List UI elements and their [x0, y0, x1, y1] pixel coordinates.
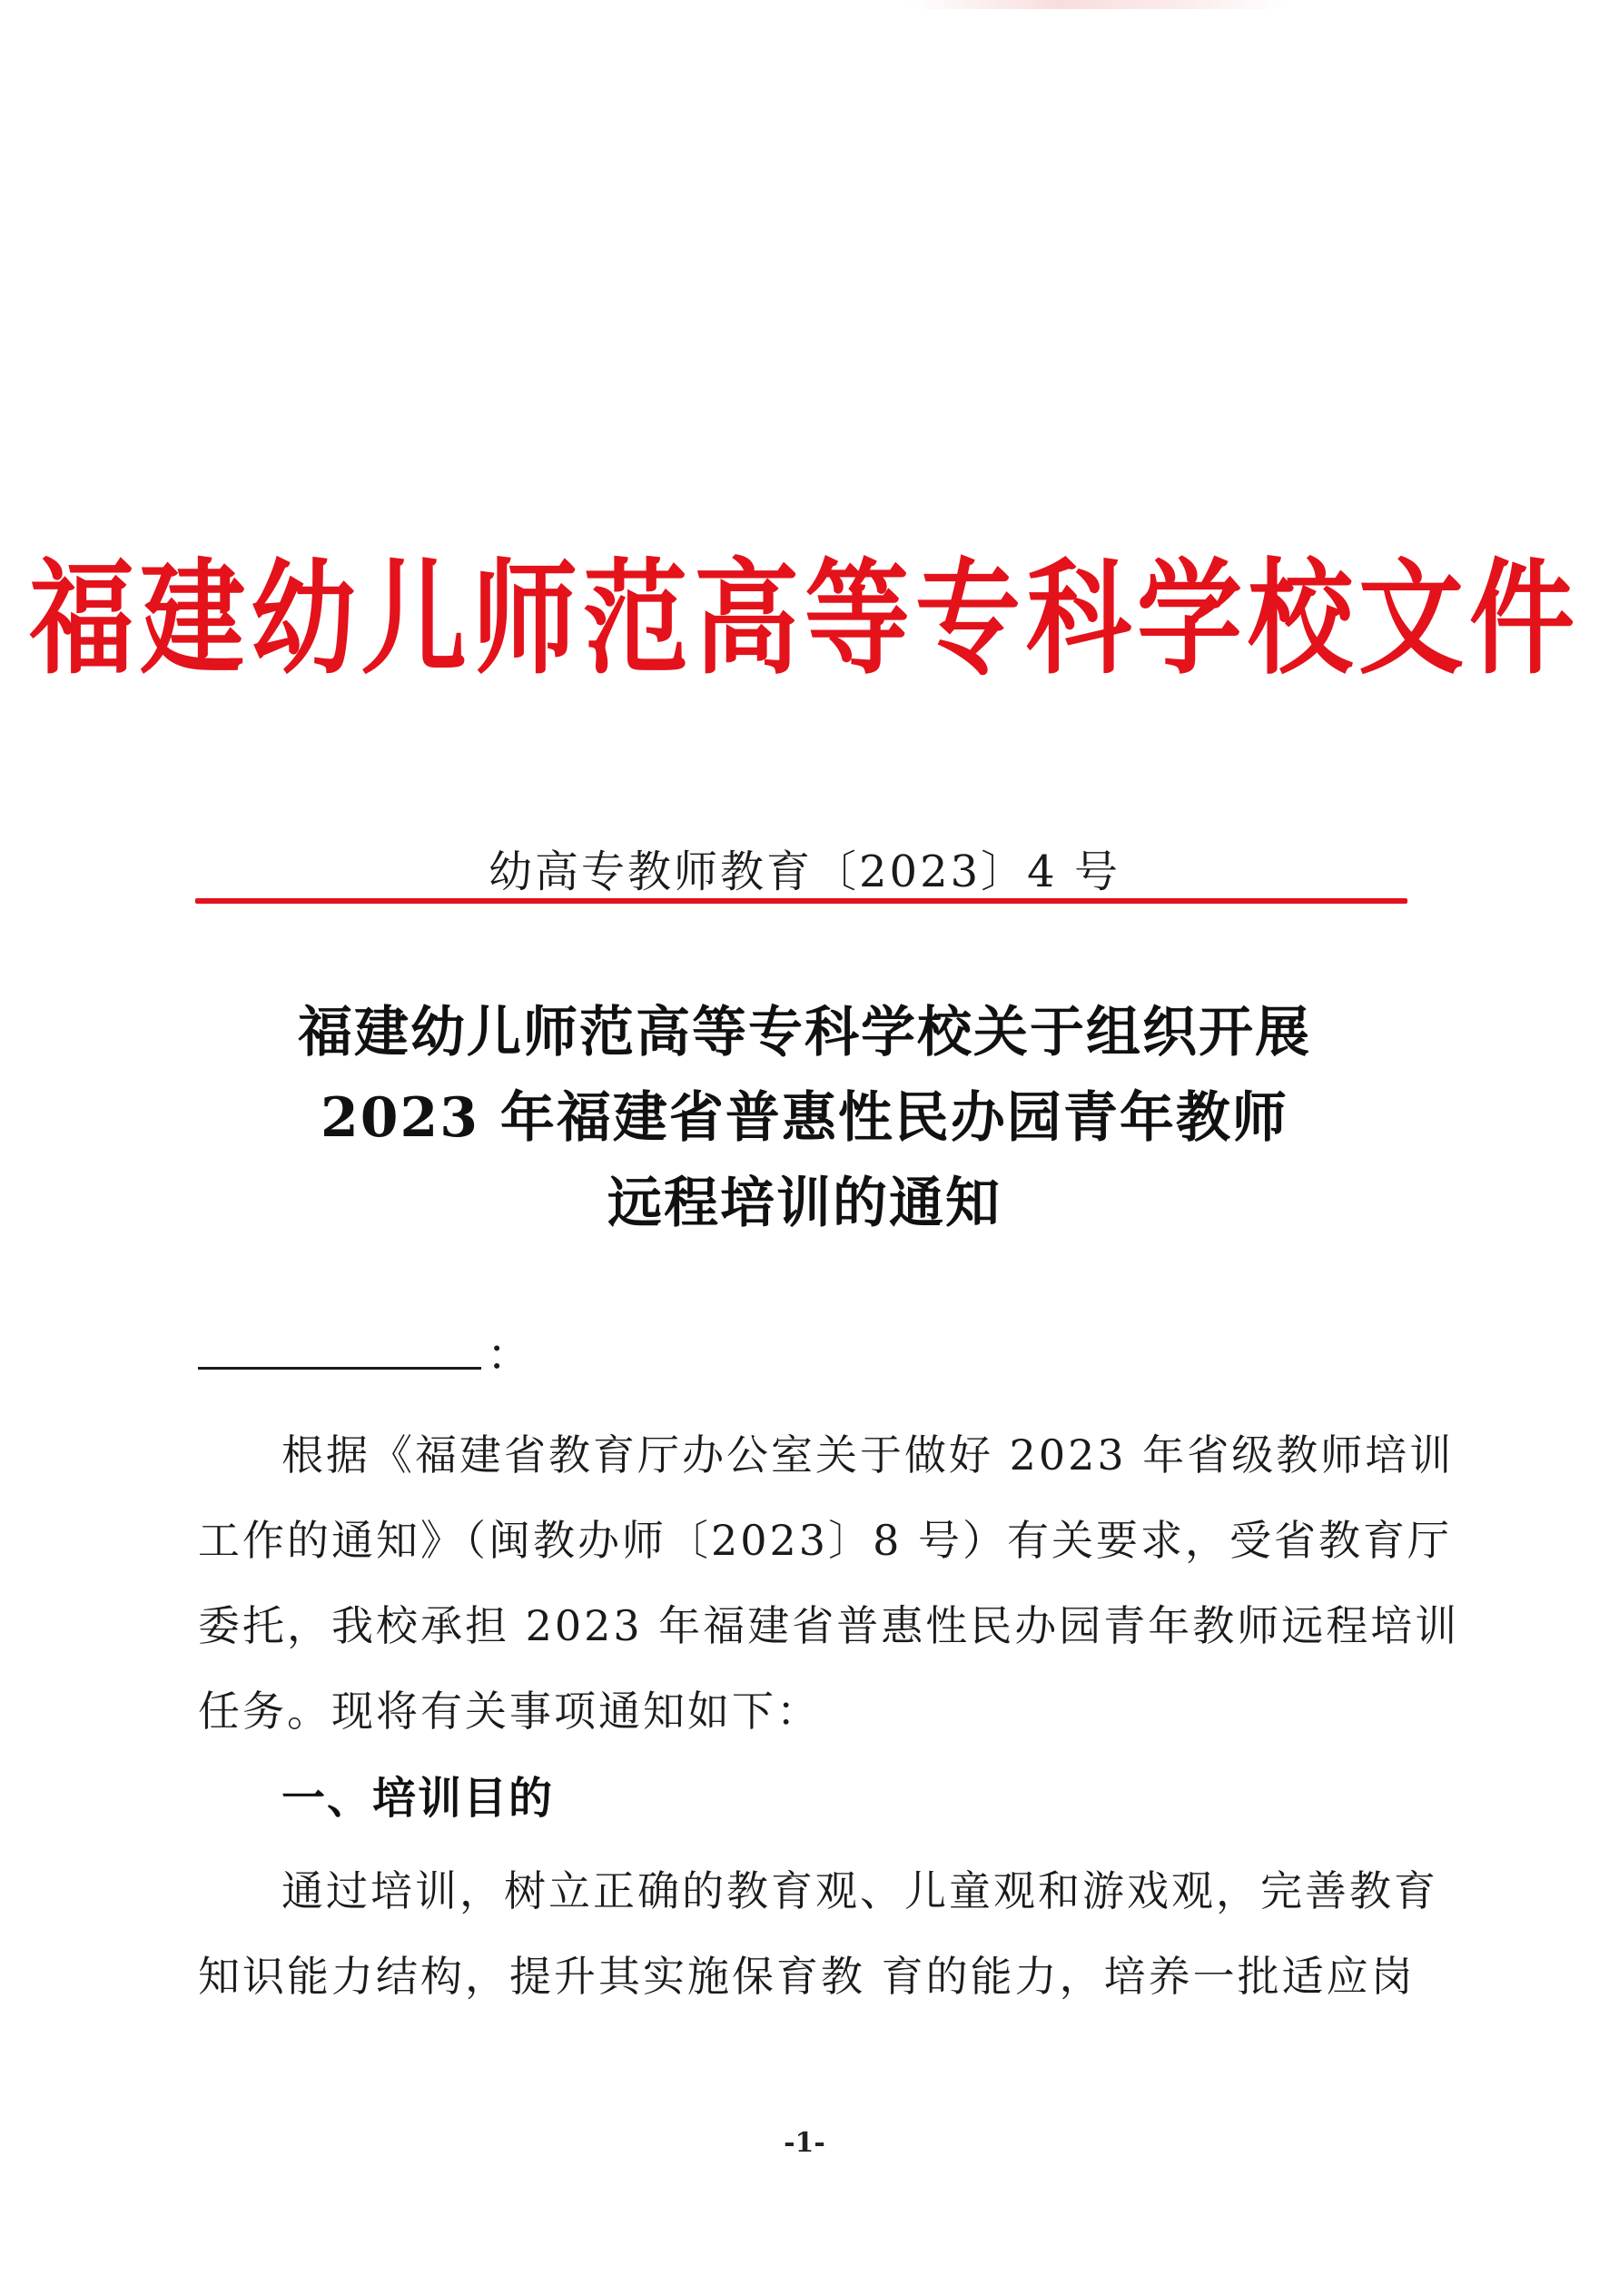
paragraph-line: 通过培训，树立正确的教育观、儿童观和游戏观，完善教育 [281, 1866, 1438, 1915]
paragraph-line: 任务。现将有关事项通知如下： [198, 1687, 821, 1736]
section-heading-training-purpose: 一、培训目的 [281, 1773, 555, 1824]
document-number: 幼高专教师教育〔2023〕4 号 [489, 846, 1120, 897]
paragraph-training-purpose [198, 1848, 1438, 2019]
title-line: 福建幼儿师范高等专科学校关于组织开展 [298, 1001, 1311, 1064]
recipient-blank [198, 1331, 481, 1370]
scan-artifact [908, 0, 1289, 9]
paragraph-intro [198, 1412, 1460, 1754]
title-line: 2023 年福建省普惠性民办园青年教师 [321, 1086, 1288, 1150]
red-divider-line [195, 898, 1407, 904]
salutation-colon: ： [487, 1330, 531, 1381]
paragraph-line: 委托，我校承担 2023 年福建省普惠性民办园青年教师远程培训 [198, 1601, 1460, 1650]
document-title [0, 990, 1609, 1246]
document-masthead: 福建幼儿师范高等专科学校文件 [29, 547, 1580, 692]
title-line: 远程培训的通知 [607, 1172, 1002, 1235]
paragraph-line: 根据《福建省教育厅办公室关于做好 2023 年省级教师培训 [281, 1430, 1455, 1480]
paragraph-line: 知识能力结构，提升其实施保育教 育的能力，培养一批适应岗 [198, 1952, 1416, 2001]
page-number: -1- [784, 2127, 825, 2159]
paragraph-line: 工作的通知》（闽教办师〔2023〕8 号）有关要求，受省教育厅 [198, 1516, 1452, 1565]
salutation [198, 1328, 530, 1382]
